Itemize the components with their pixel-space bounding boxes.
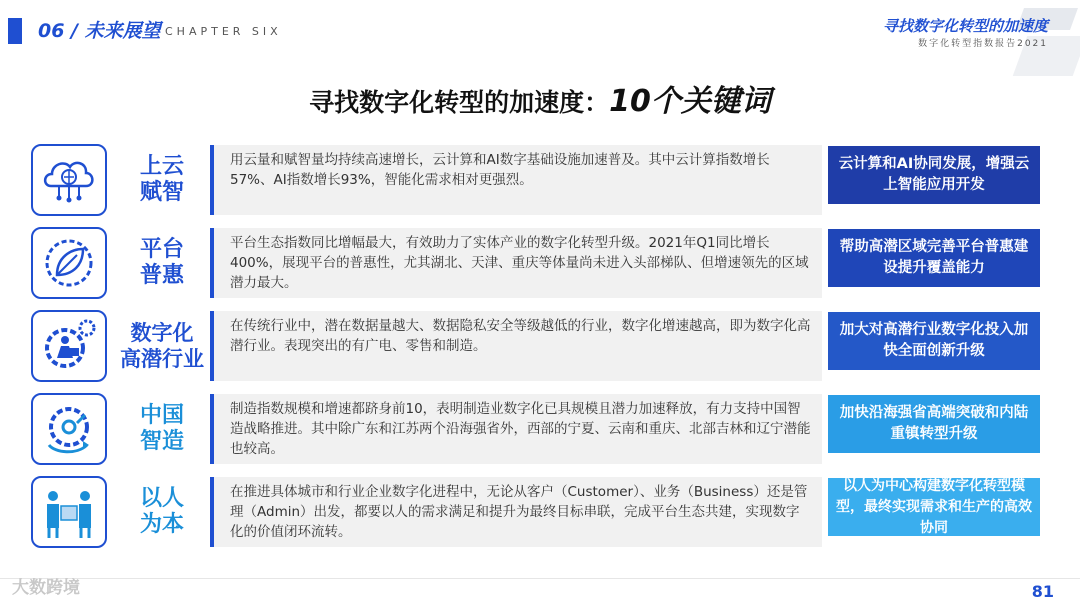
keyword-action: 帮助高潜区域完善平台普惠建设提升覆盖能力	[828, 229, 1040, 287]
smart-manufacturing-icon	[31, 393, 107, 465]
keyword-label: 以人 为本	[139, 486, 184, 537]
keyword-row	[28, 474, 1052, 550]
section-title: 06 / 未来展望	[38, 20, 161, 42]
keyword-row	[28, 142, 1052, 218]
section-marker	[8, 18, 22, 44]
keyword-description: 制造指数规模和增速都跻身前10，表明制造业数字化已具规模且潜力加速释放，有力支持中国智造战略推进。其中除广东和江苏两个沿海强省外，西部的宁夏、云南和重庆、北部吉林和辽宁潜能也较高。	[210, 394, 822, 464]
cloud-brain-icon	[31, 144, 107, 216]
report-title: 寻找数字化转型的加速度	[882, 17, 1048, 35]
keyword-row	[28, 225, 1052, 301]
page-title-prefix: 寻找数字化转型的加速度：	[309, 88, 610, 117]
keyword-description: 在推进具体城市和行业企业数字化进程中，无论从客户（Customer）、业务（Business）还是管理（Admin）出发，都要以人的需求满足和提升为最终目标串联，完成平台生态共建，实现数字化的价值闭环流转。	[210, 477, 822, 547]
people-icon	[31, 476, 107, 548]
keyword-description: 在传统行业中，潜在数据量越大、数据隐私安全等级越低的行业，数字化增速越高，即为数字化高潜行业。表现突出的有广电、零售和制造。	[210, 311, 822, 381]
keyword-description: 用云量和赋智量均持续高速增长，云计算和AI数字基础设施加速普及。其中云计算指数增长57%、AI指数增长93%，智能化需求相对更强烈。	[210, 145, 822, 215]
watermark-logo: 大数跨境	[12, 578, 80, 598]
worker-gear-icon	[31, 310, 107, 382]
chapter-label: CHAPTER SIX	[165, 25, 282, 38]
report-subtitle: 数字化转型指数报告2021	[918, 39, 1048, 49]
keyword-label: 平台 普惠	[139, 237, 184, 288]
page-title-keyword: 10个关键词	[609, 84, 771, 119]
leaf-gear-icon	[31, 227, 107, 299]
keyword-action: 加大对高潜行业数字化投入加快全面创新升级	[828, 312, 1040, 370]
page-number: 81	[1031, 582, 1054, 601]
keyword-action: 云计算和AI协同发展，增强云上智能应用开发	[828, 146, 1040, 204]
keyword-description: 平台生态指数同比增幅最大，有效助力了实体产业的数字化转型升级。2021年Q1同比增长400%，展现平台的普惠性，尤其湖北、天津、重庆等体量尚未进入头部梯队、但增速领先的区域潜力最大。	[210, 228, 822, 298]
keyword-action: 加快沿海强省高端突破和内陆重镇转型升级	[828, 395, 1040, 453]
footer-divider	[0, 578, 1080, 579]
keyword-row	[28, 308, 1052, 384]
keyword-action: 以人为中心构建数字化转型模型，最终实现需求和生产的高效协同	[828, 478, 1040, 536]
page-title	[0, 82, 1080, 123]
keyword-label: 中国 智造	[139, 403, 184, 454]
keyword-label: 上云 赋智	[139, 154, 184, 205]
keyword-label: 数字化 高潜行业	[120, 321, 204, 371]
keyword-row	[28, 391, 1052, 467]
